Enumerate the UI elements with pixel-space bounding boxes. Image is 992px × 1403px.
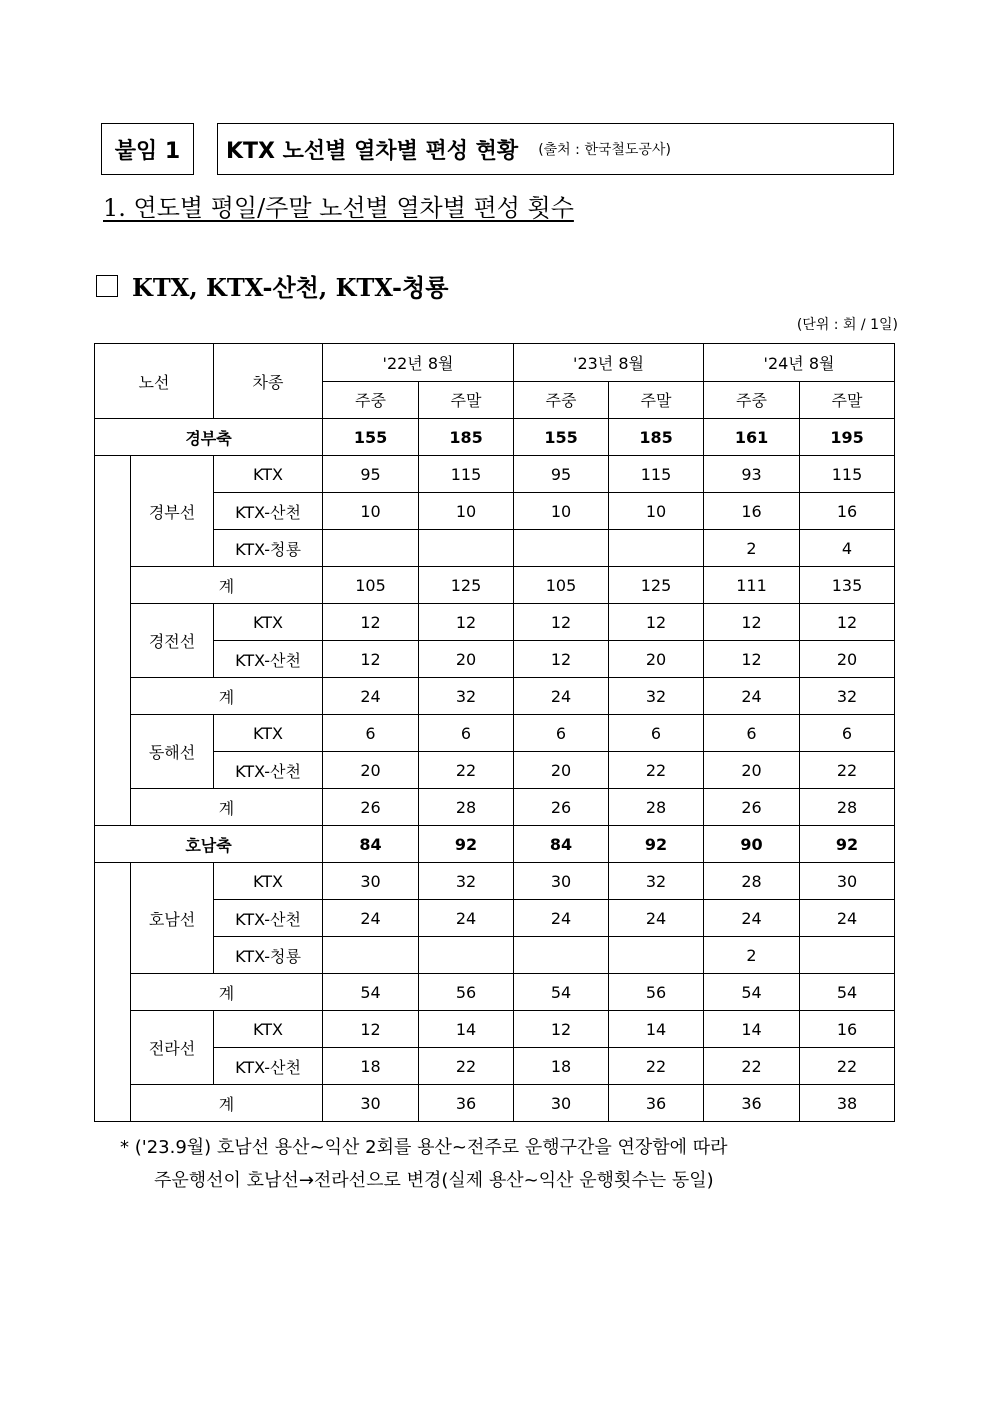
value-cell (800, 937, 895, 974)
table-row (95, 900, 895, 937)
subtotal-cell: 38 (800, 1085, 895, 1122)
subtotal-row (95, 974, 895, 1011)
value-cell (323, 937, 419, 974)
value-cell: 32 (419, 863, 514, 900)
train-type: KTX-산천 (214, 1048, 323, 1085)
axis-total-cell: 92 (609, 826, 704, 863)
value-cell (323, 530, 419, 567)
value-cell: 30 (323, 863, 419, 900)
value-cell: 20 (514, 752, 609, 789)
train-type: KTX (214, 1011, 323, 1048)
value-cell: 14 (704, 1011, 800, 1048)
value-cell (419, 530, 514, 567)
axis-total-cell: 84 (514, 826, 609, 863)
value-cell (514, 530, 609, 567)
value-cell: 2 (704, 937, 800, 974)
axis-total-row (95, 826, 895, 863)
value-cell: 2 (704, 530, 800, 567)
subtotal-cell: 32 (419, 678, 514, 715)
table-row (95, 456, 895, 493)
header-weekend: 주말 (609, 381, 704, 419)
value-cell: 12 (704, 641, 800, 678)
subtotal-cell: 30 (323, 1085, 419, 1122)
subtotal-cell: 32 (800, 678, 895, 715)
table-row (95, 1048, 895, 1085)
value-cell: 6 (800, 715, 895, 752)
train-type: KTX-산천 (214, 493, 323, 530)
value-cell: 20 (609, 641, 704, 678)
header-train-type: 차종 (214, 344, 323, 419)
subheading-text: KTX, KTX-산천, KTX-청룡 (132, 273, 449, 302)
subtotal-cell: 56 (419, 974, 514, 1011)
value-cell: 95 (514, 456, 609, 493)
train-type: KTX (214, 863, 323, 900)
value-cell: 115 (419, 456, 514, 493)
subtotal-cell: 54 (704, 974, 800, 1011)
value-cell (419, 937, 514, 974)
subtotal-row (95, 789, 895, 826)
header-weekend: 주말 (419, 381, 514, 419)
indent-spacer (95, 863, 131, 1122)
header-weekday: 주중 (514, 381, 609, 419)
value-cell: 24 (704, 900, 800, 937)
value-cell: 30 (800, 863, 895, 900)
value-cell: 20 (419, 641, 514, 678)
value-cell: 12 (704, 604, 800, 641)
table-row (95, 752, 895, 789)
value-cell: 12 (609, 604, 704, 641)
value-cell (609, 530, 704, 567)
value-cell: 12 (514, 1011, 609, 1048)
value-cell: 10 (323, 493, 419, 530)
header-route: 노선 (95, 344, 214, 419)
table-row (95, 937, 895, 974)
train-type: KTX-산천 (214, 752, 323, 789)
subtotal-cell: 36 (704, 1085, 800, 1122)
value-cell: 12 (323, 1011, 419, 1048)
value-cell: 24 (514, 900, 609, 937)
subtotal-cell: 125 (419, 567, 514, 604)
value-cell: 12 (323, 604, 419, 641)
value-cell: 22 (419, 1048, 514, 1085)
line-name: 호남선 (131, 863, 214, 974)
axis-total-cell: 92 (800, 826, 895, 863)
value-cell: 10 (514, 493, 609, 530)
line-name: 동해선 (131, 715, 214, 789)
subtotal-cell: 24 (704, 678, 800, 715)
train-type: KTX-청룡 (214, 530, 323, 567)
subtotal-row (95, 567, 895, 604)
subtotal-label: 계 (131, 974, 323, 1011)
value-cell: 28 (704, 863, 800, 900)
axis-total-cell: 185 (419, 419, 514, 456)
table-row (95, 493, 895, 530)
value-cell: 12 (514, 641, 609, 678)
value-cell: 16 (800, 1011, 895, 1048)
value-cell: 22 (609, 752, 704, 789)
train-type: KTX-청룡 (214, 937, 323, 974)
attachment-badge: 붙임 1 (101, 123, 194, 175)
subtotal-cell: 111 (704, 567, 800, 604)
header-period: '22년 8월 (323, 344, 514, 382)
header-period: '23년 8월 (514, 344, 704, 382)
value-cell: 12 (323, 641, 419, 678)
subtotal-cell: 54 (514, 974, 609, 1011)
subtotal-cell: 24 (323, 678, 419, 715)
subtotal-cell: 54 (800, 974, 895, 1011)
subtotal-cell: 36 (609, 1085, 704, 1122)
subtotal-cell: 28 (800, 789, 895, 826)
value-cell: 115 (800, 456, 895, 493)
value-cell: 22 (800, 1048, 895, 1085)
train-type: KTX-산천 (214, 641, 323, 678)
header-weekend: 주말 (800, 381, 895, 419)
line-name: 경전선 (131, 604, 214, 678)
value-cell: 12 (514, 604, 609, 641)
table-row (95, 715, 895, 752)
value-cell: 95 (323, 456, 419, 493)
subtotal-cell: 105 (323, 567, 419, 604)
subtotal-cell: 28 (419, 789, 514, 826)
table-row (95, 530, 895, 567)
value-cell: 32 (609, 863, 704, 900)
header-weekday: 주중 (704, 381, 800, 419)
axis-total-row (95, 419, 895, 456)
subtotal-cell: 26 (323, 789, 419, 826)
axis-total-cell: 92 (419, 826, 514, 863)
subtotal-row (95, 1085, 895, 1122)
value-cell: 10 (419, 493, 514, 530)
subtotal-cell: 24 (514, 678, 609, 715)
axis-total-cell: 161 (704, 419, 800, 456)
subtotal-row (95, 678, 895, 715)
footnote-line-2: 주운행선이 호남선→전라선으로 변경(실제 용산~익산 운행횟수는 동일) (154, 1170, 714, 1191)
value-cell: 24 (800, 900, 895, 937)
value-cell (514, 937, 609, 974)
subtotal-label: 계 (131, 789, 323, 826)
value-cell: 22 (800, 752, 895, 789)
source-note: (출처 : 한국철도공사) (538, 142, 671, 158)
subtotal-cell: 30 (514, 1085, 609, 1122)
value-cell (609, 937, 704, 974)
value-cell: 14 (609, 1011, 704, 1048)
value-cell: 22 (704, 1048, 800, 1085)
value-cell: 4 (800, 530, 895, 567)
value-cell: 6 (323, 715, 419, 752)
value-cell: 6 (419, 715, 514, 752)
train-type: KTX (214, 604, 323, 641)
header-weekday: 주중 (323, 381, 419, 419)
document-title-box (217, 123, 894, 175)
header-row-periods (95, 344, 895, 382)
header-period: '24년 8월 (704, 344, 895, 382)
subtotal-cell: 32 (609, 678, 704, 715)
table-row (95, 1011, 895, 1048)
subheading (96, 268, 448, 303)
schedule-table (94, 343, 895, 1122)
footnote-line-1: * ('23.9월) 호남선 용산~익산 2회를 용산~전주로 운행구간을 연장함에 따라 (120, 1137, 728, 1158)
axis-name: 호남축 (95, 826, 323, 863)
subtotal-cell: 36 (419, 1085, 514, 1122)
subtotal-cell: 105 (514, 567, 609, 604)
value-cell: 16 (800, 493, 895, 530)
value-cell: 22 (609, 1048, 704, 1085)
value-cell: 6 (609, 715, 704, 752)
subtotal-cell: 26 (514, 789, 609, 826)
subtotal-cell: 125 (609, 567, 704, 604)
value-cell: 16 (704, 493, 800, 530)
table-row (95, 641, 895, 678)
line-name: 전라선 (131, 1011, 214, 1085)
footnote (120, 1131, 900, 1197)
value-cell: 115 (609, 456, 704, 493)
subtotal-label: 계 (131, 567, 323, 604)
value-cell: 24 (419, 900, 514, 937)
value-cell: 6 (514, 715, 609, 752)
axis-total-cell: 90 (704, 826, 800, 863)
train-type: KTX (214, 456, 323, 493)
axis-total-cell: 185 (609, 419, 704, 456)
subtotal-cell: 54 (323, 974, 419, 1011)
axis-total-cell: 155 (323, 419, 419, 456)
value-cell: 18 (514, 1048, 609, 1085)
value-cell: 6 (704, 715, 800, 752)
line-name: 경부선 (131, 456, 214, 567)
subtotal-cell: 26 (704, 789, 800, 826)
value-cell: 20 (323, 752, 419, 789)
table-row (95, 604, 895, 641)
value-cell: 20 (704, 752, 800, 789)
value-cell: 14 (419, 1011, 514, 1048)
document-title: KTX 노선별 열차별 편성 현황 (226, 138, 519, 164)
value-cell: 30 (514, 863, 609, 900)
section-title: 1. 연도별 평일/주말 노선별 열차별 편성 횟수 (103, 194, 574, 222)
checkbox-square-icon (96, 275, 118, 297)
subtotal-label: 계 (131, 678, 323, 715)
value-cell: 22 (419, 752, 514, 789)
train-type: KTX-산천 (214, 900, 323, 937)
subtotal-cell: 135 (800, 567, 895, 604)
value-cell: 18 (323, 1048, 419, 1085)
subtotal-label: 계 (131, 1085, 323, 1122)
unit-label: (단위 : 회 / 1일) (796, 317, 898, 333)
value-cell: 12 (419, 604, 514, 641)
table-row (95, 863, 895, 900)
axis-name: 경부축 (95, 419, 323, 456)
axis-total-cell: 84 (323, 826, 419, 863)
value-cell: 93 (704, 456, 800, 493)
indent-spacer (95, 456, 131, 826)
train-type: KTX (214, 715, 323, 752)
value-cell: 10 (609, 493, 704, 530)
value-cell: 24 (323, 900, 419, 937)
subtotal-cell: 28 (609, 789, 704, 826)
value-cell: 20 (800, 641, 895, 678)
value-cell: 12 (800, 604, 895, 641)
axis-total-cell: 155 (514, 419, 609, 456)
subtotal-cell: 56 (609, 974, 704, 1011)
value-cell: 24 (609, 900, 704, 937)
axis-total-cell: 195 (800, 419, 895, 456)
